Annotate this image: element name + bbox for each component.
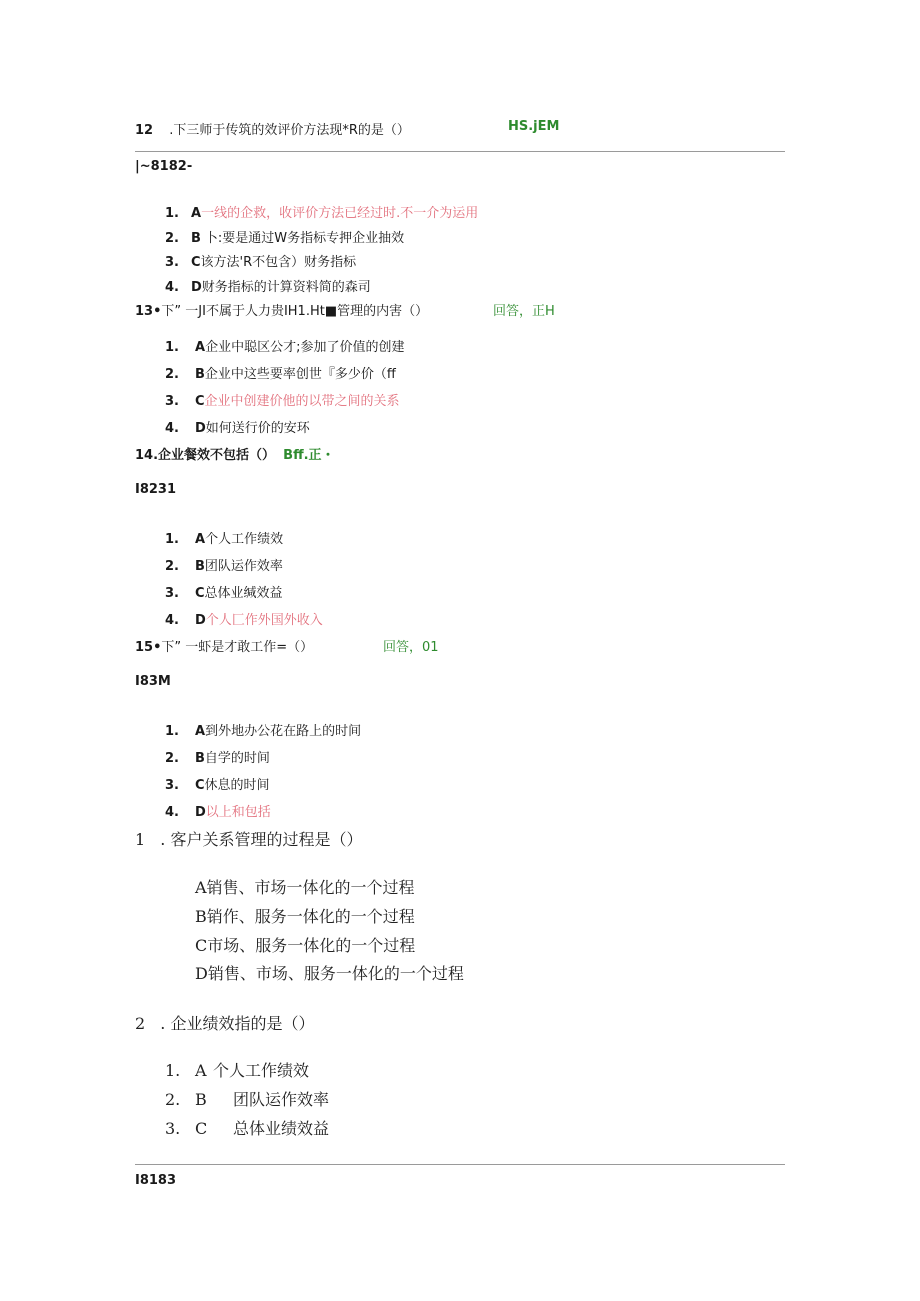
- option-number: 2.: [165, 751, 179, 766]
- option[interactable]: [165, 202, 478, 221]
- option[interactable]: C市场、服务一体化的一个过程: [195, 936, 416, 955]
- option-letter: C: [195, 1119, 208, 1138]
- question-number: 15•: [135, 640, 162, 655]
- option-number: 3.: [165, 255, 179, 270]
- option-number: 3.: [165, 586, 179, 601]
- option-number: 1.: [165, 340, 179, 355]
- option-letter: D: [195, 805, 206, 820]
- option[interactable]: [165, 582, 283, 601]
- question-text: . 企业绩效指的是（）: [160, 1014, 315, 1033]
- option[interactable]: [165, 417, 310, 436]
- option-text: 总体业缄效益: [204, 586, 283, 601]
- option[interactable]: [165, 1116, 329, 1139]
- option-letter: A: [195, 340, 206, 355]
- divider: [135, 1164, 785, 1165]
- option-number: 3.: [165, 1119, 181, 1138]
- question-text: 下” 一JI不属于人力贵IH1.Ht■管理的内害（）: [161, 304, 429, 319]
- option-letter: B: [195, 367, 205, 382]
- option-text: 总体业绩效益: [233, 1119, 330, 1138]
- option-text: 以上和包括: [205, 805, 271, 820]
- option-number: 2.: [165, 231, 179, 246]
- option-text: 到外地办公花在路上的时间: [205, 724, 362, 739]
- divider: [135, 151, 785, 152]
- question-14: [135, 444, 335, 463]
- question-text: 14.企业餐效不包括（）: [135, 448, 276, 463]
- option-number: 1.: [165, 1061, 181, 1080]
- option-number: 3.: [165, 778, 179, 793]
- question-code: |~8182-: [135, 159, 193, 174]
- option[interactable]: [165, 390, 400, 409]
- question-number: 13•: [135, 304, 162, 319]
- option[interactable]: [165, 747, 270, 766]
- question-code: I83M: [135, 674, 171, 689]
- option[interactable]: [165, 227, 404, 246]
- option-text: 自学的时间: [204, 751, 270, 766]
- option[interactable]: [165, 251, 356, 270]
- option-letter: C: [195, 778, 205, 793]
- question-12: [135, 119, 410, 138]
- option[interactable]: [165, 363, 396, 382]
- question-number: 2: [135, 1014, 146, 1033]
- option-letter: D: [195, 613, 206, 628]
- option-text: 个人工作绩效: [213, 1061, 310, 1080]
- option-number: 2.: [165, 559, 179, 574]
- question-text: . 客户关系管理的过程是（）: [160, 830, 363, 849]
- question-code: I8183: [135, 1173, 177, 1188]
- option-text: 企业中聪区公才;参加了价值的创建: [205, 340, 405, 355]
- option-number: 1.: [165, 206, 179, 221]
- option[interactable]: [165, 609, 323, 628]
- option-text: 团队运作效率: [204, 559, 283, 574]
- option-letter: D: [195, 421, 206, 436]
- question-text: .下三师于传筑的效评价方法现*R的是（）: [169, 123, 410, 138]
- option-text: 如何送行价的安环: [205, 421, 310, 436]
- option-number: 4.: [165, 613, 179, 628]
- option-letter: C: [191, 255, 201, 270]
- option-letter: A: [195, 1061, 207, 1080]
- option[interactable]: D销售、市场、服务一体化的一个过程: [195, 964, 464, 983]
- option-text: 卜:要是通过W务指标专押企业抽效: [204, 231, 405, 246]
- option-number: 2.: [165, 367, 179, 382]
- option[interactable]: [165, 336, 404, 355]
- option-letter: A: [195, 724, 206, 739]
- option[interactable]: B销作、服务一体化的一个过程: [195, 907, 415, 926]
- question-text: 下” 一虾是才敢工作=（）: [161, 640, 314, 655]
- option-number: 4.: [165, 421, 179, 436]
- option-text: 企业中这些要率创世『多少价（ff: [204, 367, 396, 382]
- option[interactable]: [165, 555, 283, 574]
- option[interactable]: [165, 276, 371, 295]
- answer-status: 回答，正H: [493, 304, 555, 319]
- option-letter: A: [195, 532, 206, 547]
- question-number: 1: [135, 830, 146, 849]
- question-15: [135, 636, 313, 655]
- option-number: 1.: [165, 724, 179, 739]
- option-text: 个人工作绩效: [205, 532, 284, 547]
- option-number: 3.: [165, 394, 179, 409]
- option[interactable]: [165, 801, 271, 820]
- option-letter: C: [195, 394, 205, 409]
- option-letter: B: [195, 1090, 207, 1109]
- option[interactable]: [165, 1058, 309, 1081]
- answer-status: Bff.正・: [283, 448, 335, 463]
- option-text: 休息的时间: [204, 778, 270, 793]
- option-text: 企业中创建价他的以带之间的关系: [204, 394, 400, 409]
- question-1: [135, 827, 362, 850]
- option-letter: B: [191, 231, 201, 246]
- option[interactable]: [165, 1087, 329, 1110]
- option-text: 该方法'R不包含）财务指标: [200, 255, 357, 270]
- option-text: 团队运作效率: [233, 1090, 330, 1109]
- option-letter: B: [195, 559, 205, 574]
- option[interactable]: [165, 774, 270, 793]
- option-number: 2.: [165, 1090, 181, 1109]
- option-letter: B: [195, 751, 205, 766]
- option-text: 一线的企救，收评价方法已经过时.不一介为运用: [201, 206, 479, 221]
- option-number: 4.: [165, 280, 179, 295]
- option-text: 财务指标的计算资料简的森司: [201, 280, 371, 295]
- option-letter: C: [195, 586, 205, 601]
- option-letter: A: [191, 206, 202, 221]
- question-13: [135, 300, 428, 319]
- question-2: [135, 1011, 314, 1034]
- answer-status: 回答，01: [383, 640, 439, 655]
- option[interactable]: A销售、市场一体化的一个过程: [195, 878, 415, 897]
- option-number: 4.: [165, 805, 179, 820]
- option-number: 1.: [165, 532, 179, 547]
- option[interactable]: [165, 528, 283, 547]
- answer-status: HS.jEM: [508, 119, 560, 134]
- question-number: 12: [135, 123, 154, 138]
- option-text: 个人匚作外国外收入: [205, 613, 323, 628]
- question-code: I8231: [135, 482, 177, 497]
- option[interactable]: [165, 720, 361, 739]
- option-letter: D: [191, 280, 202, 295]
